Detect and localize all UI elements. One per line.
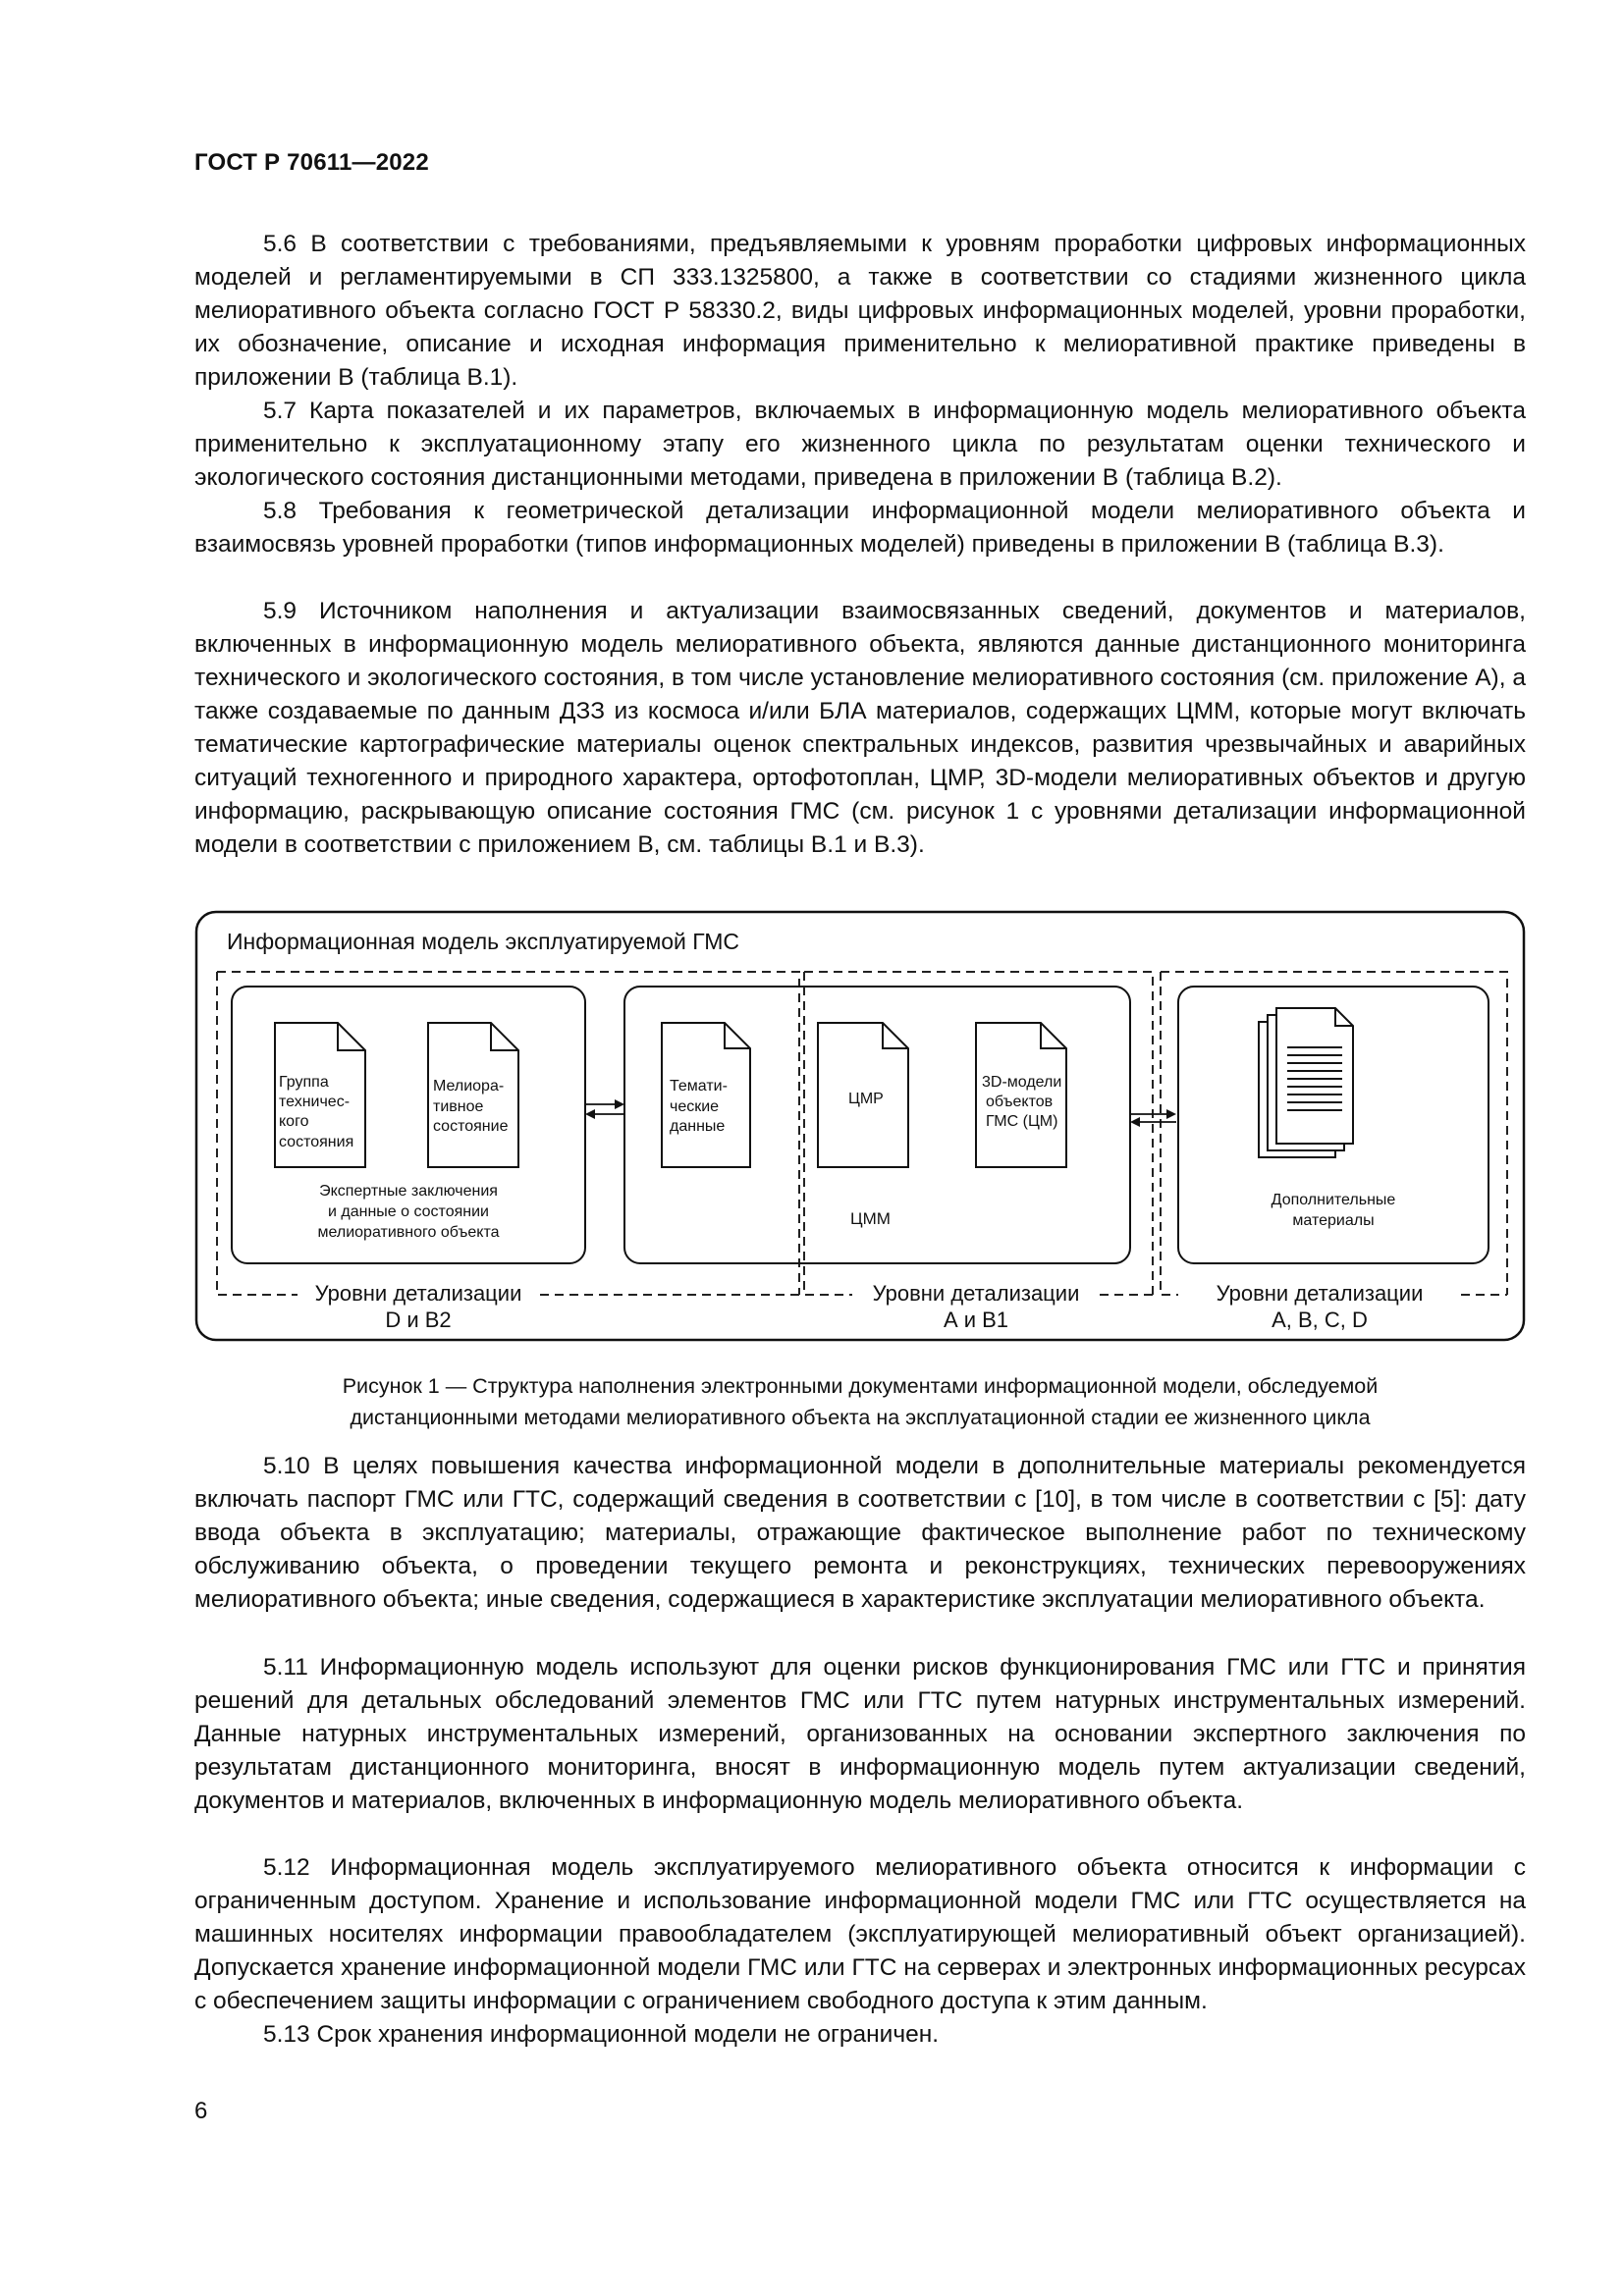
level-label-right: Уровни детализации (1216, 1281, 1424, 1306)
doc-icon-thematic-data (662, 1023, 750, 1167)
doc-label-line: состояние (433, 1118, 509, 1135)
figure-caption (194, 1370, 1526, 1433)
doc-icon-3d-models (976, 1023, 1066, 1167)
doc-label-line: ческие (670, 1098, 720, 1115)
doc-label-line: кого (279, 1113, 309, 1130)
level-label-middle: Уровни детализации (872, 1281, 1080, 1306)
doc-label-line: 3D-модели (982, 1074, 1062, 1091)
doc-icon-dem (818, 1023, 908, 1167)
level-label-left: Уровни детализации (314, 1281, 522, 1306)
additional-materials-line: материалы (1292, 1212, 1375, 1229)
doc-label-line: Группа (279, 1074, 329, 1091)
dtm-label: ЦММ (850, 1209, 891, 1228)
paragraph-5-6: 5.6 В соответствии с требованиями, предъявляемыми к уровням проработки цифровых информационных моделей и регламентируемыми в СП 333.1325800, а также в соответствии со стадиями жизненного цикла мелиоративного объекта согласно ГОСТ Р 58330.2, виды цифровых информационных моделей, уровни проработки, их обозначение, описание и исходная информация применительно к мелиоративной практике приведены в приложении В (таблица В.1). (194, 231, 1526, 391)
figure-caption-line-1: Рисунок 1 — Структура наполнения электронными документами информационной модели, обследуемой (342, 1374, 1379, 1398)
paragraph-5-12: 5.12 Информационная модель эксплуатируемого мелиоративного объекта относится к информации с ограниченным доступом. Хранение и использование информационной модели ГМС или ГТС осуществляется на машинных носителях информации правообладателем (эксплуатирующей мелиоративный объект организацией). Допускается хранение информационной модели ГМС или ГТС на серверах и электронных информационных ресурсах с обеспечением защиты информации с ограничением свободного доступа к этим данным. (194, 1854, 1526, 2014)
expert-caption-line: мелиоративного объекта (317, 1224, 500, 1241)
level-label-right: А, B, C, D (1272, 1308, 1368, 1332)
figure-title: Информационная модель эксплуатируемой ГМС (227, 929, 739, 954)
figure-1-diagram (194, 910, 1526, 1342)
level-label-middle: А и B1 (943, 1308, 1009, 1332)
doc-label-line: данные (670, 1118, 726, 1135)
paragraph-5-10: 5.10 В целях повышения качества информационной модели в дополнительные материалы рекомендуется включать паспорт ГМС или ГТС, содержащий сведения в соответствии с [10], в том числе в соответствии с [5]: дату ввода объекта в эксплуатацию; материалы, отражающие фактическое выполнение работ по техническому обслуживанию объекта, о проведении текущего ремонта и реконструкциях, технических перевооружениях мелиоративного объекта; иные сведения, содержащиеся в характеристике эксплуатации мелиоративного объекта. (194, 1453, 1526, 1613)
figure-caption-line-2: дистанционными методами мелиоративного объекта на эксплуатационной стадии ее жизненного цикла (350, 1406, 1371, 1429)
doc-label-line: Темати- (670, 1078, 728, 1095)
doc-icon-meliorative-state (428, 1023, 518, 1167)
additional-materials-line: Дополнительные (1271, 1192, 1396, 1208)
paragraph-5-13: 5.13 Срок хранения информационной модели не ограничен. (263, 2021, 940, 2048)
doc-label-line: техничес- (279, 1094, 351, 1110)
doc-icon-group-tech-state (275, 1023, 365, 1167)
doc-label-line: ГМС (ЦМ) (986, 1113, 1058, 1130)
expert-caption-line: Экспертные заключения (319, 1183, 498, 1200)
paragraph-5-7: 5.7 Карта показателей и их параметров, включаемых в информационную модель мелиоративного объекта применительно к эксплуатационному этапу его жизненного цикла по результатам оценки технического и экологического состояния дистанционными методами, приведена в приложении В (таблица В.2). (194, 398, 1526, 491)
paragraph-5-9: 5.9 Источником наполнения и актуализации взаимосвязанных сведений, документов и материалов, включенных в информационную модель мелиоративного объекта, являются данные дистанционного мониторинга технического и экологического состояния, в том числе установление мелиоративного состояния (см. приложение А), а также создаваемые по данным ДЗЗ из космоса и/или БЛА материалов, содержащих ЦММ, которые могут включать тематические картографические материалы оценок спектральных индексов, развития чрезвычайных и аварийных ситуаций техногенного и природного характера, ортофотоплан, ЦМР, 3D-модели мелиоративных объектов и другую информацию, раскрывающую описание состояния ГМС (см. рисунок 1 с уровнями детализации информационной модели в соответствии с приложением В, см. таблицы В.1 и В.3). (194, 598, 1526, 858)
document-header: ГОСТ Р 70611—2022 (194, 149, 429, 176)
stacked-documents-icon (1259, 1008, 1353, 1157)
doc-label-line: объектов (986, 1094, 1054, 1110)
doc-label-line: тивное (433, 1098, 484, 1115)
doc-label-dem: ЦМР (848, 1091, 884, 1107)
bidirectional-arrow-left (585, 1099, 624, 1119)
paragraph-5-11: 5.11 Информационную модель используют для оценки рисков функционирования ГМС или ГТС и принятия решений для детальных обследований элементов ГМС или ГТС путем натурных инструментальных измерений. Данные натурных инструментальных измерений, организованных на основании экспертного заключения по результатам дистанционного мониторинга, вносят в информационную модель путем актуализации сведений, документов и материалов, включенных в информационную модель мелиоративного объекта. (194, 1654, 1526, 1814)
doc-label-line: состояния (279, 1134, 354, 1150)
expert-caption-line: и данные о состоянии (328, 1203, 489, 1220)
doc-label-line: Мелиора- (433, 1078, 505, 1095)
level-label-left: D и B2 (385, 1308, 452, 1332)
page-number: 6 (194, 2098, 208, 2124)
paragraph-5-8: 5.8 Требования к геометрической детализации информационной модели мелиоративного объекта и взаимосвязь уровней проработки (типов информационных моделей) приведены в приложении В (таблица В.3). (194, 498, 1526, 558)
